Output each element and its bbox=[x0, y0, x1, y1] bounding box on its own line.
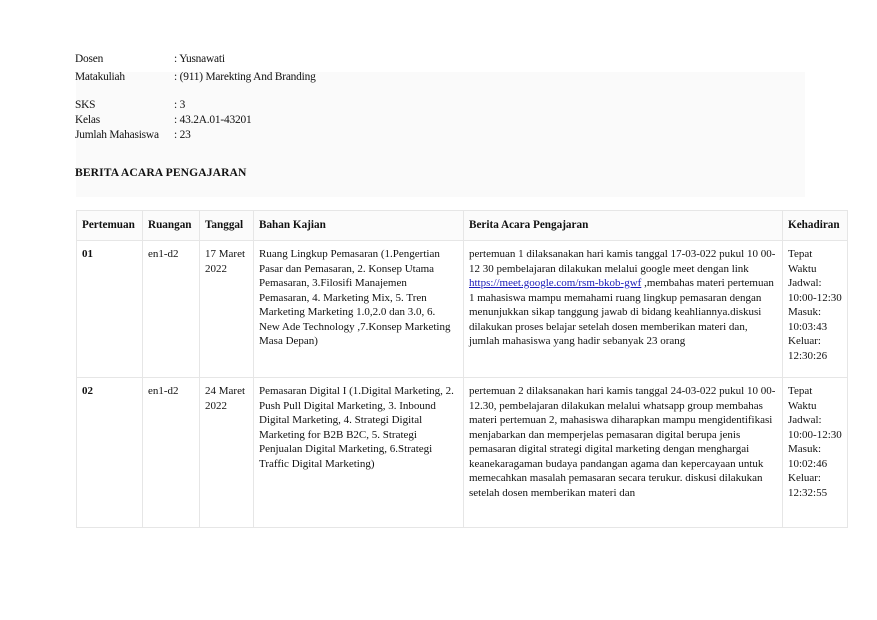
matkul-value: : (911) Marekting And Branding bbox=[174, 71, 316, 83]
berita-text-end: ,membahas materi pertemuan 1 mahasiswa mampu memahami ruang lingkup pemasaran dengan menunjukkan sikap tanggung jawab di bidang keahliannya.diskusi dilakukan proses belajar setelah dosen memberikan materi dan, jumlah mahasiswa yang hadir sebanyak 23 orang bbox=[469, 277, 774, 347]
table-row bbox=[77, 241, 848, 378]
cell-pertemuan: 02 bbox=[77, 378, 143, 528]
dosen-label: Dosen bbox=[75, 53, 104, 65]
cell-bahan-kajian: Pemasaran Digital I (1.Digital Marketing, 2. Push Pull Digital Marketing, 3. Inbound Digital Marketing, 4. Strategi Digital Marketing for B2B B2C, 5. Strategi Penjualan Digital Marketing, 6.Strategi Traffic Digital Marketing) bbox=[254, 378, 464, 528]
col-header-pertemuan: Pertemuan bbox=[77, 211, 143, 241]
matkul-label: Matakuliah bbox=[75, 71, 125, 83]
col-header-berita-acara: Berita Acara Pengajaran bbox=[464, 211, 783, 241]
col-header-bahan-kajian: Bahan Kajian bbox=[254, 211, 464, 241]
cell-ruangan: en1-d2 bbox=[143, 378, 200, 528]
table-header-row bbox=[77, 211, 848, 241]
jumlah-label: Jumlah Mahasiswa bbox=[75, 129, 159, 141]
cell-berita-acara: pertemuan 2 dilaksanakan hari kamis tanggal 24-03-022 pukul 10 00-12.30, pembelajaran dilakukan melalui whatsapp group membahas materi pertemuan 2, mahasiswa diharapkan mampu mengidentifikasi menjabarkan dan memperjelas pemasaran digital berupa jenis pemasaran digital strategi digital marketing dengan menghargai keanekaragaman budaya pandangan agama dan kepercayaan untuk memecahkan masalah pemasaran secara terukur. diskusi dilakukan setelah dosen memberikan materi dan bbox=[464, 378, 783, 528]
cell-bahan-kajian: Ruang Lingkup Pemasaran (1.Pengertian Pasar dan Pemasaran, 2. Konsep Utama Pemasaran, 3.Filosifi Manajemen Pemasaran, 4. Marketing Mix, 5. Tren Marketing Marketing 1.0,2.0 dan 3.0, 6. New Ade Technology ,7.Konsep Marketing Masa Depan) bbox=[254, 241, 464, 378]
page-title: BERITA ACARA PENGAJARAN bbox=[75, 166, 247, 179]
sks-value: : 3 bbox=[174, 99, 186, 111]
sks-label: SKS bbox=[75, 99, 96, 111]
cell-kehadiran: Tepat Waktu Jadwal: 10:00-12:30 Masuk: 10:03:43 Keluar: 12:30:26 bbox=[783, 241, 848, 378]
cell-tanggal: 17 Maret 2022 bbox=[200, 241, 254, 378]
col-header-kehadiran: Kehadiran bbox=[783, 211, 848, 241]
cell-tanggal: 24 Maret 2022 bbox=[200, 378, 254, 528]
col-header-tanggal: Tanggal bbox=[200, 211, 254, 241]
cell-ruangan: en1-d2 bbox=[143, 241, 200, 378]
kelas-label: Kelas bbox=[75, 114, 100, 126]
berita-text-start: pertemuan 1 dilaksanakan hari kamis tanggal 17-03-022 pukul 10 00-12 30 pembelajaran dilakukan melalui google meet dengan link bbox=[469, 248, 776, 275]
table-row bbox=[77, 378, 848, 528]
cell-berita-acara bbox=[464, 241, 783, 378]
col-header-ruangan: Ruangan bbox=[143, 211, 200, 241]
cell-pertemuan: 01 bbox=[77, 241, 143, 378]
dosen-value: : Yusnawati bbox=[174, 53, 225, 65]
kelas-value: : 43.2A.01-43201 bbox=[174, 114, 252, 126]
jumlah-value: : 23 bbox=[174, 129, 191, 141]
meet-link[interactable]: https://meet.google.com/rsm-bkob-gwf bbox=[469, 277, 642, 289]
teaching-record-table bbox=[76, 210, 848, 528]
cell-kehadiran: Tepat Waktu Jadwal: 10:00-12:30 Masuk: 10:02:46 Keluar: 12:32:55 bbox=[783, 378, 848, 528]
